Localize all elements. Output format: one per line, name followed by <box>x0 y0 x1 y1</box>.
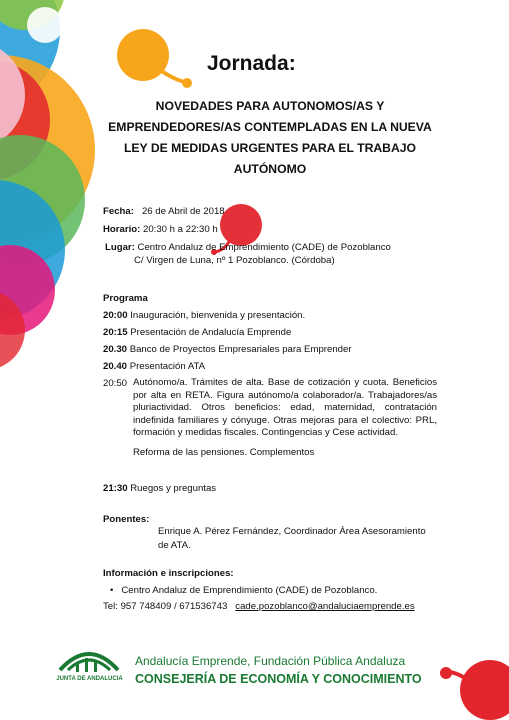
fecha-row <box>103 205 225 218</box>
lugar-label: Lugar: <box>105 242 135 253</box>
programa-item <box>103 309 305 322</box>
programa-item-time: 20:50 <box>103 378 128 389</box>
programa-item-text: Inauguración, bienvenida y presentación. <box>130 310 306 321</box>
info-heading: Información e inscripciones: <box>103 568 234 579</box>
contact-email-link[interactable]: cade.pozoblanco@andaluciaemprende.es <box>235 601 415 612</box>
programa-item-text: Presentación ATA <box>129 361 206 372</box>
programa-item <box>103 326 291 339</box>
programa-item-time: 20.30 <box>103 344 128 355</box>
horario-value: 20:30 h a 22:30 h <box>142 224 218 235</box>
logo-text: JUNTA DE ANDALUCIA <box>56 676 123 682</box>
contact-tel: Tel: 957 748409 / 671536743 <box>103 601 228 612</box>
corner-red-drop <box>440 660 509 720</box>
orange-drop <box>117 29 192 88</box>
contact-row <box>103 600 415 613</box>
page-subtitle: NOVEDADES PARA AUTONOMOS/AS Y EMPRENDEDORES/AS CONTEMPLADAS EN LA NUEVA LEY DE MEDIDAS URGENTES PARA EL TRABAJO AUTÓNOMO <box>108 99 432 176</box>
ponentes-heading: Ponentes: <box>103 514 150 525</box>
programa-item-text-long: Autónomo/a. Trámites de alta. Base de cotización y cuota. Beneficios por alta en RETA. Figura autónomo/a colaborador/a. Trabajadores/as pluriactividad. Otros beneficios: edad, maternidad, contratación indefinida familiares y cónyuge. Otras mejoras para el colectivo: PRL, formación y medidas fiscales. Contingencias y Cese actividad. <box>133 377 437 439</box>
programa-item-text: Ruegos y preguntas <box>130 483 217 494</box>
programa-item <box>103 482 216 495</box>
info-bullet-row <box>110 584 377 597</box>
footer-line2: CONSEJERÍA DE ECONOMÍA Y CONOCIMIENTO <box>135 672 422 686</box>
bullet-icon: • <box>110 585 114 596</box>
programa-item-text: Presentación de Andalucía Emprende <box>130 327 292 338</box>
lugar-line1: Centro Andaluz de Emprendimiento (CADE) de Pozoblanco <box>137 242 391 253</box>
footer-line1: Andalucía Emprende, Fundación Pública Andaluza <box>135 654 406 668</box>
programa-item-time: 21:30 <box>103 483 128 494</box>
fecha-label: Fecha: <box>103 206 134 217</box>
horario-label: Horario: <box>103 224 141 235</box>
info-bullet-text: Centro Andaluz de Emprendimiento (CADE) de Pozoblanco. <box>121 585 378 596</box>
programa-item-time: 20.40 <box>103 361 128 372</box>
horario-row <box>103 223 218 236</box>
lugar-row <box>105 241 391 254</box>
programa-item-text: Reforma de las pensiones. Complementos <box>133 447 315 458</box>
programa-heading: Programa <box>103 293 148 304</box>
programa-item <box>103 360 205 373</box>
left-color-bubbles <box>0 0 95 370</box>
programa-item-text: Banco de Proyectos Empresariales para Emprender <box>129 344 352 355</box>
programa-item <box>103 343 352 356</box>
programa-item-time: 20:15 <box>103 327 128 338</box>
page-title: Jornada: <box>207 52 296 75</box>
programa-item-time: 20:00 <box>103 310 128 321</box>
ponentes-text: Enrique A. Pérez Fernández, Coordinador Área Asesoramiento de ATA. <box>158 526 426 551</box>
junta-andalucia-logo <box>52 640 127 688</box>
lugar-line2: C/ Virgen de Luna, nº 1 Pozoblanco. (Córdoba) <box>134 255 335 266</box>
fecha-value: 26 de Abril de 2018 <box>141 206 225 217</box>
